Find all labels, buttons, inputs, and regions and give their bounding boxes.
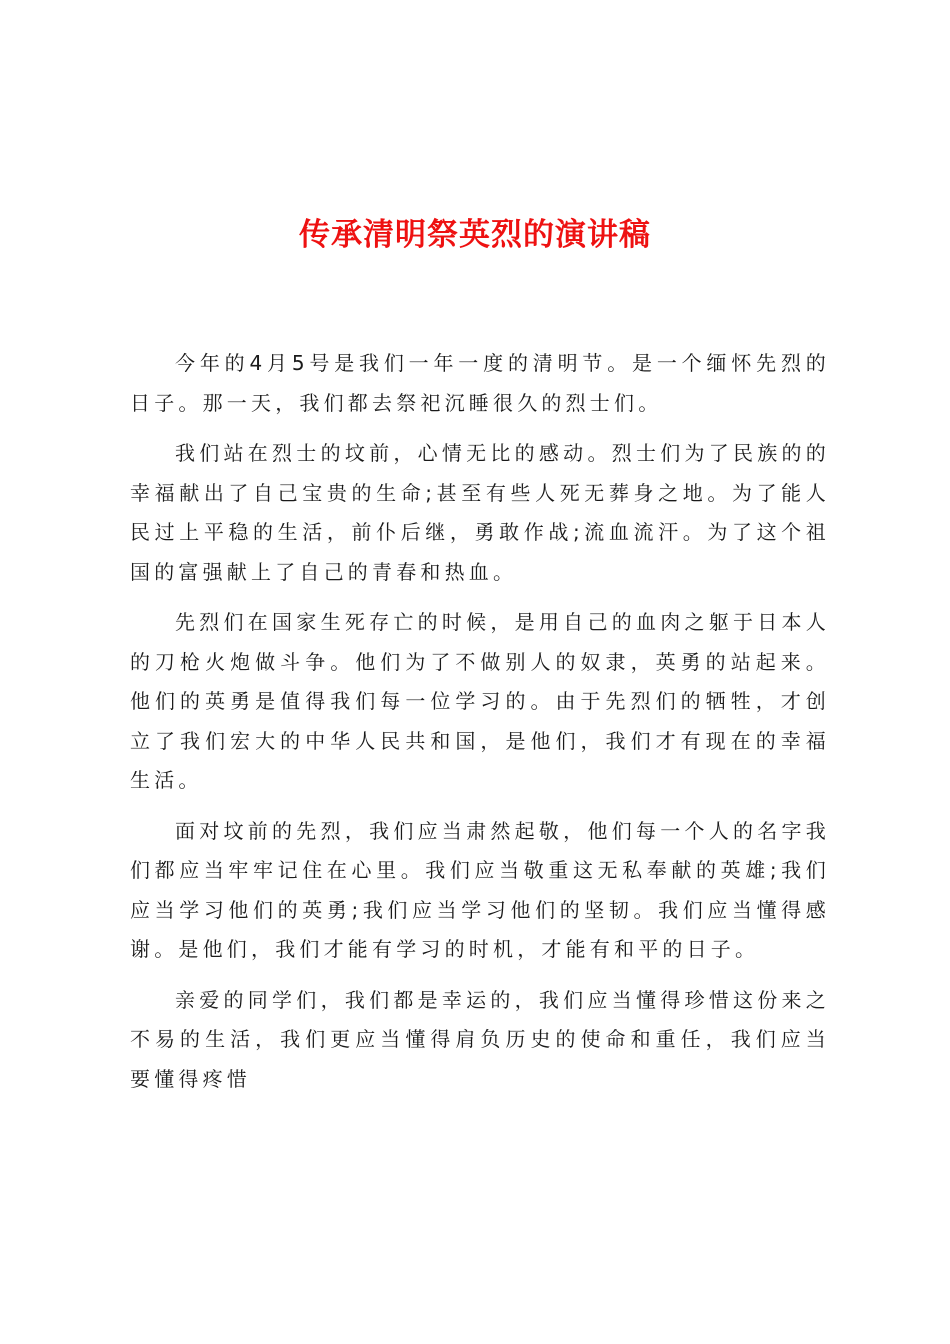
paragraph: 今年的4月5号是我们一年一度的清明节。是一个缅怀先烈的日子。那一天，我们都去祭祀沉睡很久的烈士们。 [130,351,830,415]
paragraph: 先烈们在国家生死存亡的时候，是用自己的血肉之躯于日本人的刀枪火炮做斗争。他们为了不做别人的奴隶，英勇的站起来。他们的英勇是值得我们每一位学习的。由于先烈们的牺牲，才创立了我们宏大的中华人民共和国，是他们，我们才有现在的幸福生活。 [130,610,830,792]
paragraph: 亲爱的同学们，我们都是幸运的，我们应当懂得珍惜这份来之不易的生活，我们更应当懂得肩负历史的使命和重任，我们应当要懂得疼惜 [130,987,830,1091]
paragraph: 我们站在烈士的坟前，心情无比的感动。烈士们为了民族的的幸福献出了自己宝贵的生命;甚至有些人死无葬身之地。为了能人民过上平稳的生活，前仆后继，勇敢作战;流血流汗。为了这个祖国的富强献上了自己的青春和热血。 [130,441,830,584]
paragraph: 面对坟前的先烈，我们应当肃然起敬，他们每一个人的名字我们都应当牢牢记住在心里。我们应当敬重这无私奉献的英雄;我们应当学习他们的英勇;我们应当学习他们的坚韧。我们应当懂得感谢。是他们，我们才能有学习的时机，才能有和平的日子。 [130,818,830,961]
document-body [130,344,830,1110]
document-title: 传承清明祭英烈的演讲稿 [299,217,651,253]
